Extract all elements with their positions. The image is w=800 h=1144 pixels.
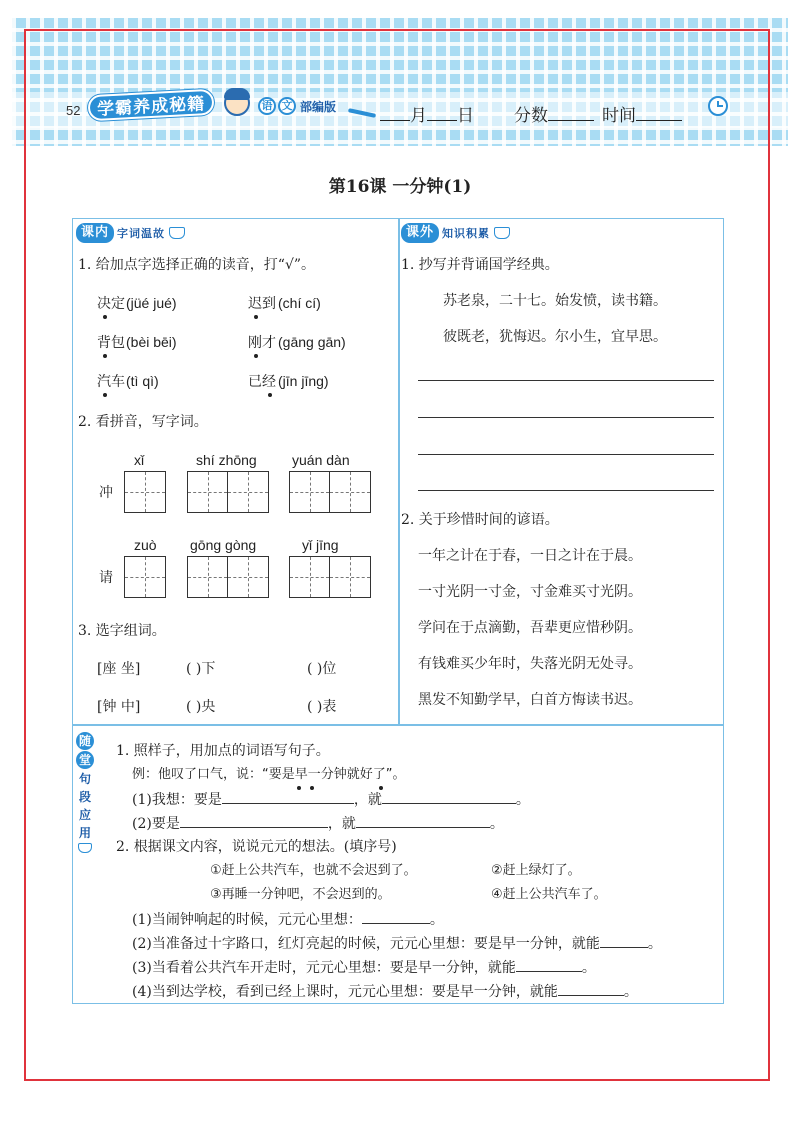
options-jueding[interactable]: (jüé jué) xyxy=(126,295,177,311)
proverb-5: 黑发不知勤学早，白首方悔读书迟。 xyxy=(418,692,642,708)
item-4-end: 。 xyxy=(623,984,638,1000)
subject-badge-1: 语 xyxy=(258,97,276,115)
pinyin-xi: xǐ xyxy=(134,452,145,468)
line-1-pre: (1)我想：要是 xyxy=(132,792,222,808)
item-2-end: 。 xyxy=(647,936,662,952)
month-blank[interactable] xyxy=(380,106,410,121)
subject-badge-2: 文 xyxy=(278,97,296,115)
proverb-3: 学问在于点滴勤，吾辈更应惜秒阴。 xyxy=(418,620,642,636)
answer-blank[interactable] xyxy=(516,958,582,972)
option-2: ②赶上绿灯了。 xyxy=(491,863,581,878)
series-logo: 学霸养成秘籍 xyxy=(87,89,214,122)
proverb-2: 一寸光阴一寸金，寸金难买寸光阴。 xyxy=(418,584,642,600)
practice-tab-char-1: 随 xyxy=(76,732,94,750)
edition-label: 部编版 xyxy=(300,100,337,114)
practice-q2-item-2 xyxy=(132,934,662,953)
emphasis-dot xyxy=(103,315,107,319)
lesson-title: 第16课 一分钟(1) xyxy=(328,177,472,197)
emphasis-dot xyxy=(254,354,258,358)
practice-tab-sub-4: 用 xyxy=(78,826,91,840)
line-2-end: 。 xyxy=(489,816,504,832)
extra-q2-prompt: 2. 关于珍惜时间的谚语。 xyxy=(401,512,559,528)
practice-q2-item-4 xyxy=(132,982,638,1001)
time-label: 时间 xyxy=(602,106,636,126)
choice-zuo: [座 坐] xyxy=(97,661,141,677)
write-grid[interactable] xyxy=(289,556,371,598)
score-blank[interactable] xyxy=(548,106,594,121)
line-2-pre: (2)要是 xyxy=(132,816,180,832)
options-qiche[interactable]: (tì qì) xyxy=(126,373,159,389)
pinyin-yuandan: yuán dàn xyxy=(292,452,350,468)
item-1-text: (1)当闹钟响起的时候，元元心里想： xyxy=(132,912,362,928)
options-beibao[interactable]: (bèi bēi) xyxy=(126,334,177,350)
classic-line-2: 彼既老，犹悔迟。尔小生，宜早思。 xyxy=(443,329,667,345)
options-gangcai[interactable]: (gāng gān) xyxy=(278,334,346,350)
day-label: 日 xyxy=(457,106,474,126)
answer-blank[interactable] xyxy=(600,934,648,948)
word-qiche: 汽车 xyxy=(97,374,125,390)
word-beibao: 背包 xyxy=(97,335,125,351)
score-label: 分数 xyxy=(514,106,548,126)
book-icon xyxy=(494,227,510,239)
day-blank[interactable] xyxy=(427,106,457,121)
answer-blank[interactable] xyxy=(558,982,624,996)
in-class-tab-label: 课内 xyxy=(76,223,114,243)
word-gangcai: 刚才 xyxy=(248,335,276,351)
pinyin-yijing: yǐ jīng xyxy=(302,537,339,553)
copy-line[interactable] xyxy=(418,417,714,418)
answer-blank[interactable] xyxy=(362,910,430,924)
extra-tab xyxy=(401,222,510,244)
option-1: ①赶上公共汽车，也就不会迟到了。 xyxy=(210,863,417,878)
item-2-text: (2)当准备过十字路口，红灯亮起的时候，元元心里想：要是早一分钟，就能 xyxy=(132,936,600,952)
choice-zhong: [钟 中] xyxy=(97,699,141,715)
options-yijing[interactable]: (jīn jīng) xyxy=(278,373,329,389)
word-yijing: 已经 xyxy=(248,374,276,390)
practice-q1-line-1 xyxy=(132,790,530,809)
line-1-mid: ，就 xyxy=(353,792,382,808)
date-score-fields xyxy=(380,101,682,126)
extra-q1-prompt: 1. 抄写并背诵国学经典。 xyxy=(401,257,559,273)
month-label: 月 xyxy=(410,106,427,126)
practice-q2-item-1 xyxy=(132,910,444,929)
practice-q2-prompt: 2. 根据课文内容，说说元元的想法。(填序号) xyxy=(116,839,397,855)
item-1-end: 。 xyxy=(429,912,444,928)
practice-q1-prompt: 1. 照样子，用加点的词语写句子。 xyxy=(116,743,330,759)
copy-line[interactable] xyxy=(418,454,714,455)
practice-tab-sub-3: 应 xyxy=(78,808,91,822)
blank-zuo-b[interactable]: ( )位 xyxy=(307,661,337,677)
item-3-end: 。 xyxy=(581,960,596,976)
write-grid[interactable] xyxy=(124,556,166,598)
copy-line[interactable] xyxy=(418,490,714,491)
blank-zhong-a[interactable]: ( )央 xyxy=(186,699,216,715)
extra-tab-sub: 知识积累 xyxy=(442,227,491,240)
clock-icon xyxy=(708,96,728,116)
line-1-end: 。 xyxy=(515,792,530,808)
practice-q2-item-3 xyxy=(132,958,596,977)
emphasis-dot xyxy=(268,393,272,397)
emphasis-dot xyxy=(103,393,107,397)
answer-blank[interactable] xyxy=(180,814,328,828)
lead-char-chong: 冲 xyxy=(99,485,113,501)
write-grid[interactable] xyxy=(289,471,371,513)
book-icon xyxy=(169,227,185,239)
word-chidao: 迟到 xyxy=(248,296,276,312)
proverb-1: 一年之计在于春，一日之计在于晨。 xyxy=(418,548,642,564)
practice-tab xyxy=(74,732,96,853)
blank-zuo-a[interactable]: ( )下 xyxy=(186,661,216,677)
mascot-icon xyxy=(218,86,258,126)
pinyin-gonggong: gōng gòng xyxy=(190,537,257,553)
line-2-mid: ，就 xyxy=(327,816,356,832)
emphasis-dot xyxy=(254,315,258,319)
practice-tab-sub-1: 句 xyxy=(78,772,91,786)
write-grid[interactable] xyxy=(187,471,269,513)
answer-blank[interactable] xyxy=(382,790,516,804)
pinyin-zuo: zuò xyxy=(134,537,157,553)
page-number: 52 xyxy=(66,103,81,118)
copy-line[interactable] xyxy=(418,380,714,381)
practice-tab-char-2: 堂 xyxy=(76,751,94,769)
option-4: ④赶上公共汽车了。 xyxy=(491,887,607,902)
option-3: ③再睡一分钟吧，不会迟到的。 xyxy=(210,887,391,902)
write-grid[interactable] xyxy=(124,471,166,513)
emphasis-dot xyxy=(103,354,107,358)
word-jueding: 决定 xyxy=(97,296,125,312)
q1-prompt: 1. 给加点字选择正确的读音，打“√”。 xyxy=(78,257,316,273)
options-chidao[interactable]: (chí cí) xyxy=(278,295,321,311)
blank-zhong-b[interactable]: ( )表 xyxy=(307,699,337,715)
q2-prompt: 2. 看拼音，写字词。 xyxy=(78,414,208,430)
time-blank[interactable] xyxy=(636,106,682,121)
practice-tab-sub-2: 段 xyxy=(78,790,91,804)
in-class-tab-sub: 字词温故 xyxy=(117,227,166,240)
book-icon xyxy=(78,843,92,853)
lead-char-qing: 请 xyxy=(99,570,113,586)
q3-prompt: 3. 选字组词。 xyxy=(78,623,166,639)
classic-line-1: 苏老泉，二十七。始发愤，读书籍。 xyxy=(443,293,667,309)
proverb-4: 有钱难买少年时，失落光阴无处寻。 xyxy=(418,656,642,672)
answer-blank[interactable] xyxy=(222,790,354,804)
practice-q1-example: 例：他叹了口气，说：“要是早一分钟就好了”。 xyxy=(132,767,406,782)
practice-q1-line-2 xyxy=(132,814,504,833)
answer-blank[interactable] xyxy=(356,814,490,828)
in-class-tab xyxy=(76,222,185,244)
extra-tab-label: 课外 xyxy=(401,223,439,243)
item-3-text: (3)当看着公共汽车开走时，元元心里想：要是早一分钟，就能 xyxy=(132,960,516,976)
pinyin-shizhong: shí zhōng xyxy=(196,452,257,468)
write-grid[interactable] xyxy=(187,556,269,598)
item-4-text: (4)当到达学校，看到已经上课时，元元心里想：要是早一分钟，就能 xyxy=(132,984,558,1000)
